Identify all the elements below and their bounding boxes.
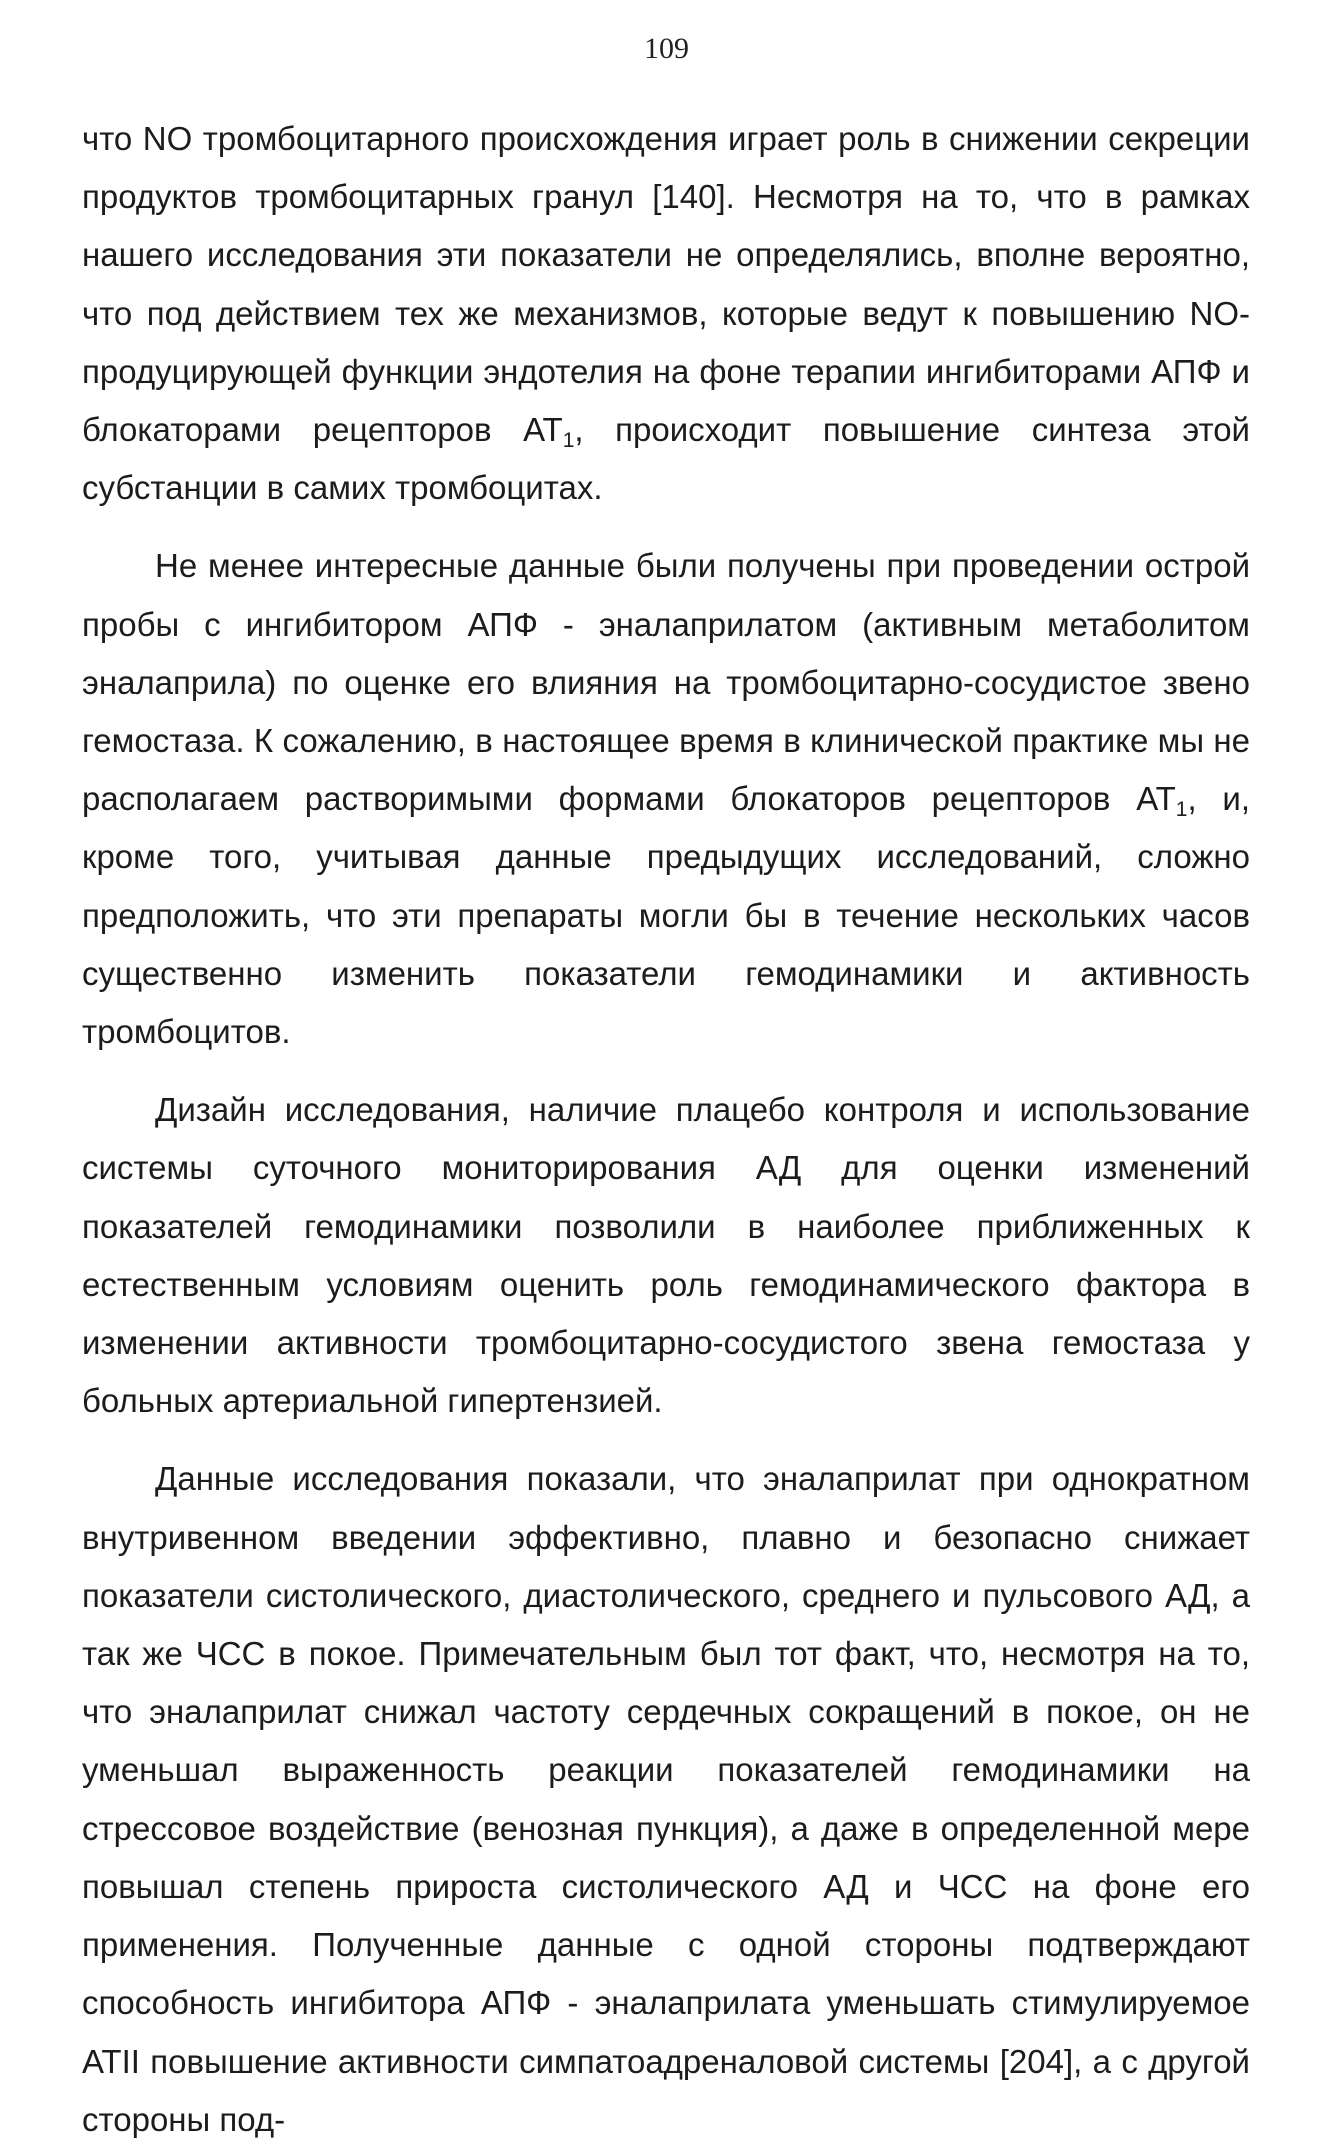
text-run: что NO тромбоцитарного происхождения играет роль в снижении секреции продуктов тромбоцитарных гранул [140]. Несмотря на то, что в рамках нашего исследования эти показатели не определялись, вполне вероятно, что под действием тех же механизмов, которые ведут к повышению NO-продуцирующей функции эндотелия на фоне терапии ингибиторами АПФ и блокаторами рецепторов АТ	[82, 120, 1250, 449]
text-run: , происходит повышение синтеза этой субстанции в самих тромбоцитах.	[82, 411, 1250, 507]
text-run: Дизайн исследования, наличие плацебо контроля и использование системы суточного мониторирования АД для оценки изменений показателей гемодинамики позволили в наиболее приближенных к естественным условиям оценить роль гемодинамического фактора в изменении активности тромбоцитарно-сосудистого звена гемостаза у больных артериальной гипертензией.	[82, 1091, 1250, 1420]
paragraph	[82, 110, 1250, 517]
text-run: , и, кроме того, учитывая данные предыдущих исследований, сложно предположить, что эти препараты могли бы в течение нескольких часов существенно изменить показатели гемодинамики и активность тромбоцитов.	[82, 780, 1250, 1051]
paragraph	[82, 1081, 1250, 1430]
text-run: Данные исследования показали, что эналаприлат при однократном внутривенном введении эффективно, плавно и безопасно снижает показатели систолического, диастолического, среднего и пульсового АД, а так же ЧСС в покое. Примечательным был тот факт, что, несмотря на то, что эналаприлат снижал частоту сердечных сокращений в покое, он не уменьшал выраженность реакции показателей гемодинамики на стрессовое воздействие (венозная пункция), а даже в определенной мере повышал степень прироста систолического АД и ЧСС на фоне его применения. Полученные данные с одной стороны подтверждают способность ингибитора АПФ - эналаприлата уменьшать стимулируемое АТII повышение активности симпатоадреналовой системы [204], а с другой стороны под-	[82, 1460, 1250, 2138]
paragraph	[82, 1450, 1250, 2148]
body-text	[82, 110, 1250, 2149]
subscript: 1	[1175, 798, 1188, 822]
subscript: 1	[562, 429, 575, 453]
paragraph	[82, 537, 1250, 1061]
text-run: Не менее интересные данные были получены при проведении острой пробы с ингибитором АПФ - эналаприлатом (активным метаболитом эналаприла) по оценке его влияния на тромбоцитарно-сосудистое звено гемостаза. К сожалению, в настоящее время в клинической практике мы не располагаем растворимыми формами блокаторов рецепторов АТ	[82, 547, 1250, 818]
page-number: 109	[644, 32, 689, 65]
